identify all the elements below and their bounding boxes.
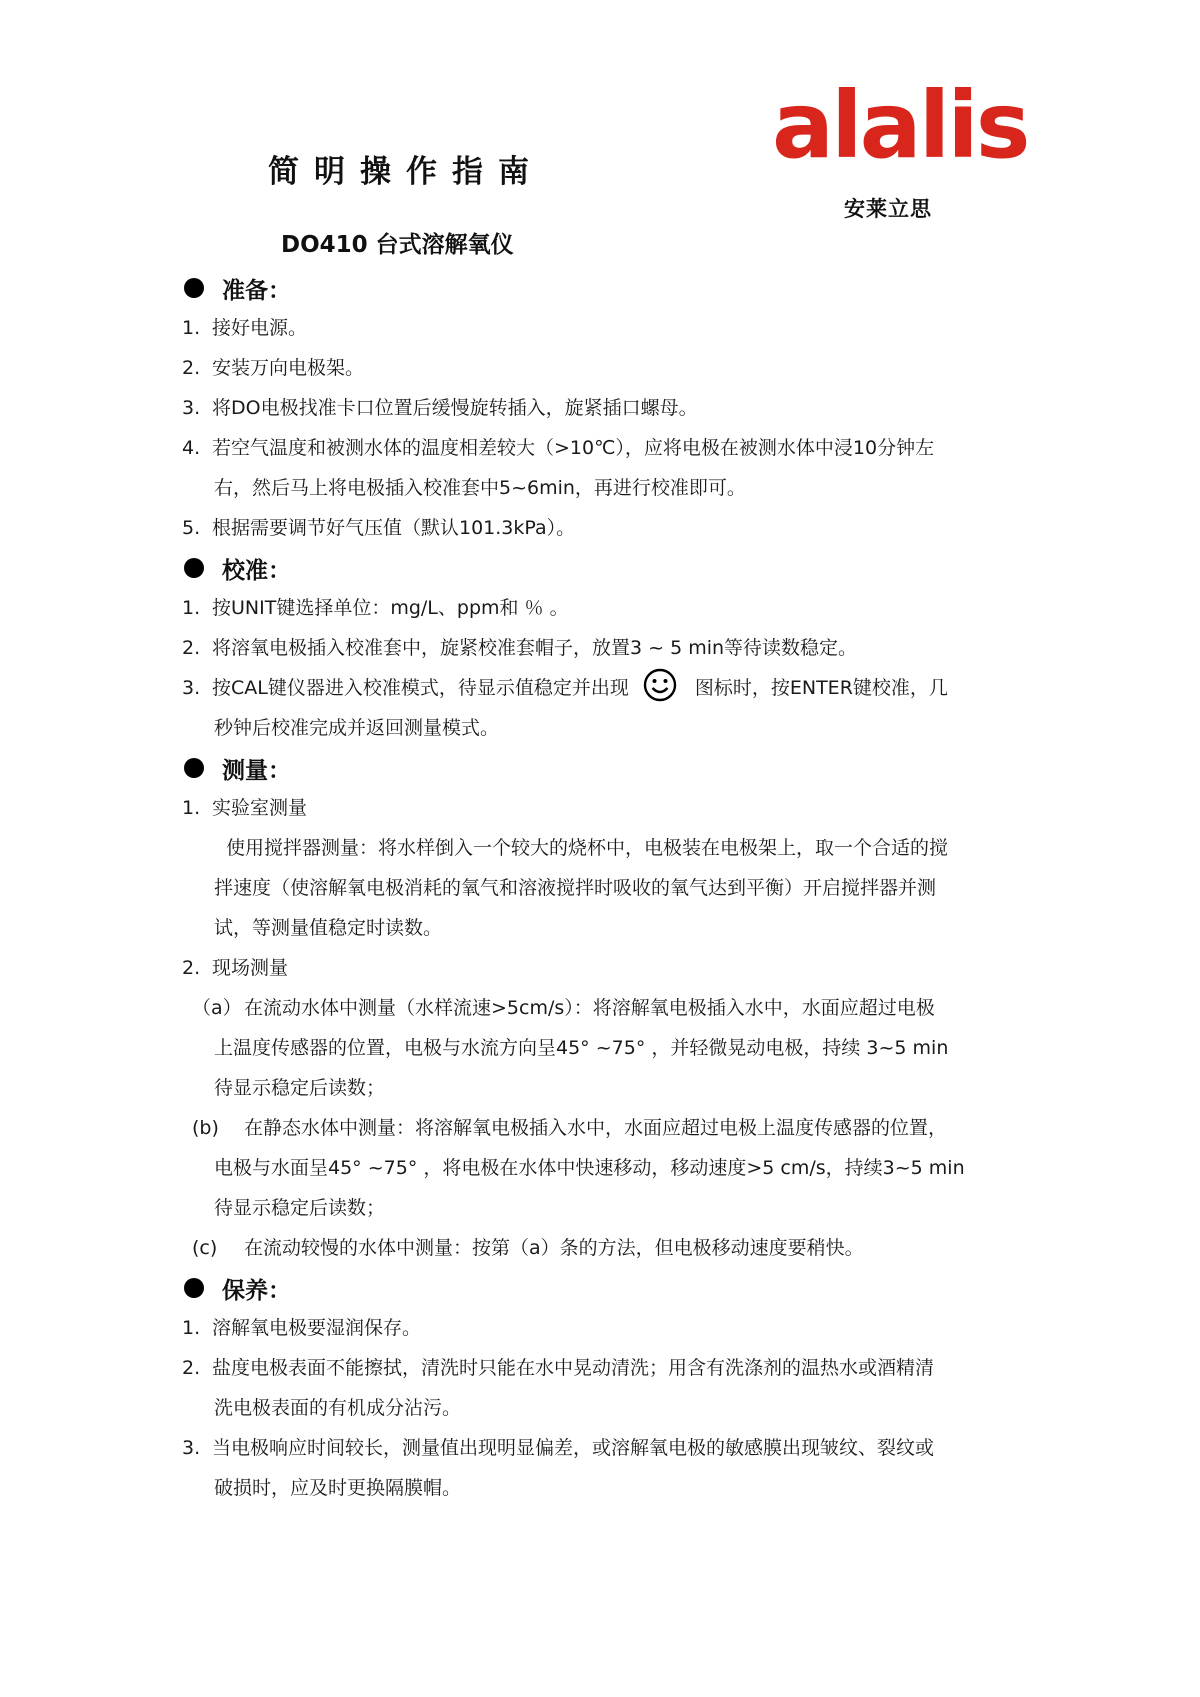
item-text: 根据需要调节好气压值（默认101.3kPa）。 <box>212 517 576 539</box>
section-heading-maintenance <box>182 1268 1032 1308</box>
list-item-continuation: 破损时，应及时更换隔膜帽。 <box>214 1477 462 1499</box>
paragraph-line: 试，等测量值稳定时读数。 <box>214 917 443 939</box>
item-number: 2. <box>182 637 201 659</box>
item-number: 2. <box>182 357 201 379</box>
list-item <box>182 1308 1032 1348</box>
document-body <box>182 268 1032 1508</box>
list-item <box>182 948 1032 988</box>
section-title: 校准： <box>222 557 291 584</box>
item-text: 安装万向电极架。 <box>212 357 365 379</box>
bullet-icon <box>184 558 204 578</box>
item-number: 1. <box>182 797 201 819</box>
list-item <box>182 1428 1032 1468</box>
sub-item-label: （a） <box>192 997 242 1019</box>
list-item-continuation: 秒钟后校准完成并返回测量模式。 <box>214 717 500 739</box>
section-title: 保养： <box>222 1277 291 1304</box>
item-text: 现场测量 <box>212 957 289 979</box>
item-number: 3. <box>182 397 201 419</box>
item-number: 3. <box>182 677 201 699</box>
item-number: 2. <box>182 1357 201 1379</box>
paragraph-line: 拌速度（使溶解氧电极消耗的氧气和溶液搅拌时吸收的氧气达到平衡）开启搅拌器并测 <box>214 877 937 899</box>
product-subtitle: DO410 台式溶解氧仪 <box>281 232 514 258</box>
bullet-icon <box>184 1278 204 1298</box>
sub-item-label: (c) <box>192 1237 218 1259</box>
item-text: 按CAL键仪器进入校准模式，待显示值稳定并出现 <box>212 677 629 699</box>
paragraph-line: 待显示稳定后读数； <box>214 1077 386 1099</box>
item-number: 4. <box>182 437 201 459</box>
item-text: 在流动水体中测量（水样流速>5cm/s）：将溶解氧电极插入水中，水面应超过电极 <box>244 997 935 1019</box>
list-item <box>182 388 1032 428</box>
item-text: 实验室测量 <box>212 797 308 819</box>
item-text: 在静态水体中测量：将溶解氧电极插入水中，水面应超过电极上温度传感器的位置， <box>244 1117 948 1139</box>
item-text: 将溶氧电极插入校准套中，旋紧校准套帽子，放置3 ~ 5 min等待读数稳定。 <box>212 637 858 659</box>
page-title: 简明操作指南 <box>268 154 544 190</box>
item-number: 1. <box>182 597 201 619</box>
paragraph-line: 上温度传感器的位置，电极与水流方向呈45° ~75° ，并轻微晃动电极，持续 3~5 min <box>214 1037 949 1059</box>
item-number: 2. <box>182 957 201 979</box>
item-text: 图标时，按ENTER键校准，几 <box>694 677 948 699</box>
section-title: 准备： <box>222 277 291 304</box>
list-item <box>182 1348 1032 1388</box>
section-heading-measurement <box>182 748 1032 788</box>
bullet-icon <box>184 758 204 778</box>
item-number: 1. <box>182 1317 201 1339</box>
paragraph-line: 电极与水面呈45° ~75° ，将电极在水体中快速移动，移动速度>5 cm/s，持续3~5 min <box>214 1157 965 1179</box>
logo-chinese-name: 安莱立思 <box>844 197 932 221</box>
item-text: 按UNIT键选择单位：mg/L、ppm和 ％ 。 <box>212 597 569 619</box>
list-item <box>182 788 1032 828</box>
list-item-continuation: 右，然后马上将电极插入校准套中5~6min，再进行校准即可。 <box>214 477 746 499</box>
item-text: 溶解氧电极要湿润保存。 <box>212 1317 422 1339</box>
paragraph-line: 使用搅拌器测量：将水样倒入一个较大的烧杯中，电极装在电极架上，取一个合适的搅 <box>226 837 949 859</box>
section-heading-calibration <box>182 548 1032 588</box>
list-item <box>182 588 1032 628</box>
item-number: 3. <box>182 1437 201 1459</box>
sub-item-c <box>182 1228 1032 1268</box>
logo-wordmark: alalis <box>772 72 1028 179</box>
item-number: 5. <box>182 517 201 539</box>
sub-item-a <box>182 988 1032 1028</box>
section-title: 测量： <box>222 757 291 784</box>
list-item <box>182 628 1032 668</box>
sub-item-label: (b) <box>192 1117 219 1139</box>
item-text: 接好电源。 <box>212 317 308 339</box>
brand-logo <box>772 72 1028 228</box>
smiley-icon <box>643 668 677 702</box>
section-heading-prep <box>182 268 1032 308</box>
list-item <box>182 508 1032 548</box>
sub-item-b <box>182 1108 1032 1148</box>
paragraph-line: 待显示稳定后读数； <box>214 1197 386 1219</box>
item-number: 1. <box>182 317 201 339</box>
list-item-continuation: 洗电极表面的有机成分沾污。 <box>214 1397 462 1419</box>
item-text: 将DO电极找准卡口位置后缓慢旋转插入，旋紧插口螺母。 <box>212 397 698 419</box>
list-item <box>182 668 1032 708</box>
item-text: 若空气温度和被测水体的温度相差较大（>10℃），应将电极在被测水体中浸10分钟左 <box>212 437 935 459</box>
bullet-icon <box>184 278 204 298</box>
item-text: 当电极响应时间较长，测量值出现明显偏差，或溶解氧电极的敏感膜出现皱纹、裂纹或 <box>212 1437 935 1459</box>
list-item <box>182 428 1032 468</box>
list-item <box>182 348 1032 388</box>
list-item <box>182 308 1032 348</box>
item-text: 在流动较慢的水体中测量：按第（a）条的方法，但电极移动速度要稍快。 <box>244 1237 864 1259</box>
item-text: 盐度电极表面不能擦拭，清洗时只能在水中晃动清洗；用含有洗涤剂的温热水或酒精清 <box>212 1357 935 1379</box>
